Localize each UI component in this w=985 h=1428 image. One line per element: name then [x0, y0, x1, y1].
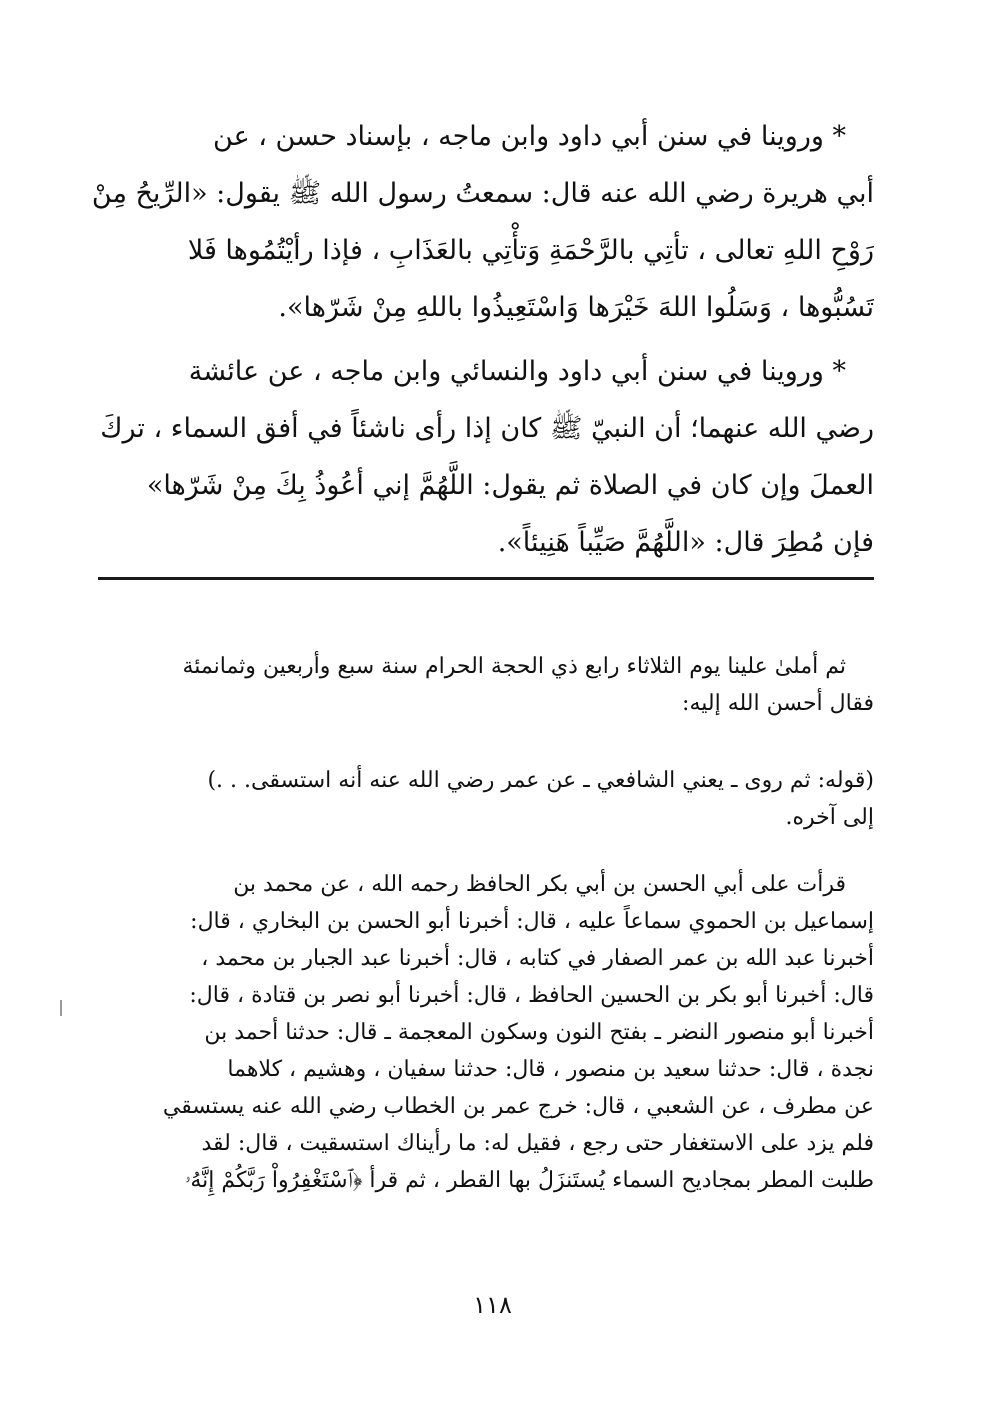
main-paragraph-1 [88, 108, 874, 336]
main-line: رَوْحِ اللهِ تعالى ، تأتِي بالرَّحْمَةِ وَتأْتِي بالعَذَابِ ، فإذا رأيْتُمُوها فَلا [187, 235, 874, 266]
commentary-line: فلم يزد على الاستغفار حتى رجع ، فقيل له: ما رأيناك استسقيت ، قال: لقد [201, 1131, 874, 1156]
commentary-line: نجدة ، قال: حدثنا سعيد بن منصور ، قال: حدثنا سفيان ، وهشيم ، كلاهما [227, 1057, 874, 1082]
commentary-line: أخبرنا عبد الله بن عمر الصفار في كتابه ، قال: أخبرنا عبد الجبار بن محمد ، [201, 946, 874, 971]
main-line: تَسُبُّوها ، وَسَلُوا اللهَ خَيْرَها وَاسْتَعِيذُوا باللهِ مِنْ شَرّها». [278, 292, 874, 323]
main-line: رضي الله عنهما؛ أن النبيّ ﷺ كان إذا رأى ناشئاً في أفق السماء ، تركَ [100, 413, 874, 444]
commentary-line: إسماعيل بن الحموي سماعاً عليه ، قال: أخبرنا أبو الحسن بن البخاري ، قال: [190, 909, 874, 934]
main-line: العملَ وإن كان في الصلاة ثم يقول: اللَّهُمَّ إني أعُوذُ بِكَ مِنْ شَرّها» [146, 470, 874, 501]
scan-speck [60, 1000, 62, 1016]
commentary-line: ثم أملىٰ علينا يوم الثلاثاء رابع ذي الحجة الحرام سنة سبع وأربعين وثمانمئة [182, 654, 846, 679]
main-line: * وروينا في سنن أبي داود وابن ماجه ، بإسناد حسن ، عن [213, 121, 846, 152]
main-paragraph-2 [88, 343, 874, 571]
page-number: ١١٨ [473, 1291, 512, 1319]
commentary-line: قال: أخبرنا أبو بكر بن الحسين الحافظ ، قال: أخبرنا أبو نصر بن قتادة ، قال: [189, 983, 874, 1008]
commentary-line: أخبرنا أبو منصور النضر ـ بفتح النون وسكون المعجمة ـ قال: حدثنا أحمد بن [204, 1020, 874, 1045]
main-line: أبي هريرة رضي الله عنه قال: سمعتُ رسول الله ﷺ يقول: «الرِّيحُ مِنْ [91, 178, 874, 209]
commentary-line: (قوله: ثم روى ـ يعني الشافعي ـ عن عمر رضي الله عنه أنه استسقى. . .) [207, 768, 874, 793]
commentary-line: طلبت المطر بمجاديح السماء يُستَنزَلُ بها القطر ، ثم قرأ ﴿ٱسْتَغْفِرُواْ رَبَّكُمْ إِنَّهُۥ [184, 1168, 874, 1193]
commentary-quote [88, 762, 874, 836]
commentary-intro [88, 648, 874, 722]
main-line: * وروينا في سنن أبي داود والنسائي وابن ماجه ، عن عائشة [188, 356, 846, 387]
commentary-line: فقال أحسن الله إليه: [682, 691, 874, 716]
commentary-line: قرأت على أبي الحسن بن أبي بكر الحافظ رحمه الله ، عن محمد بن [233, 872, 846, 897]
main-line: فإن مُطِرَ قال: «اللَّهُمَّ صَيِّباً هَنِيئاً». [497, 527, 874, 558]
commentary-line: إلى آخره. [785, 805, 874, 830]
separator-rule [98, 577, 874, 580]
commentary-line: عن مطرف ، عن الشعبي ، قال: خرج عمر بن الخطاب رضي الله عنه يستسقي [162, 1094, 874, 1119]
commentary-narration [88, 866, 874, 1199]
